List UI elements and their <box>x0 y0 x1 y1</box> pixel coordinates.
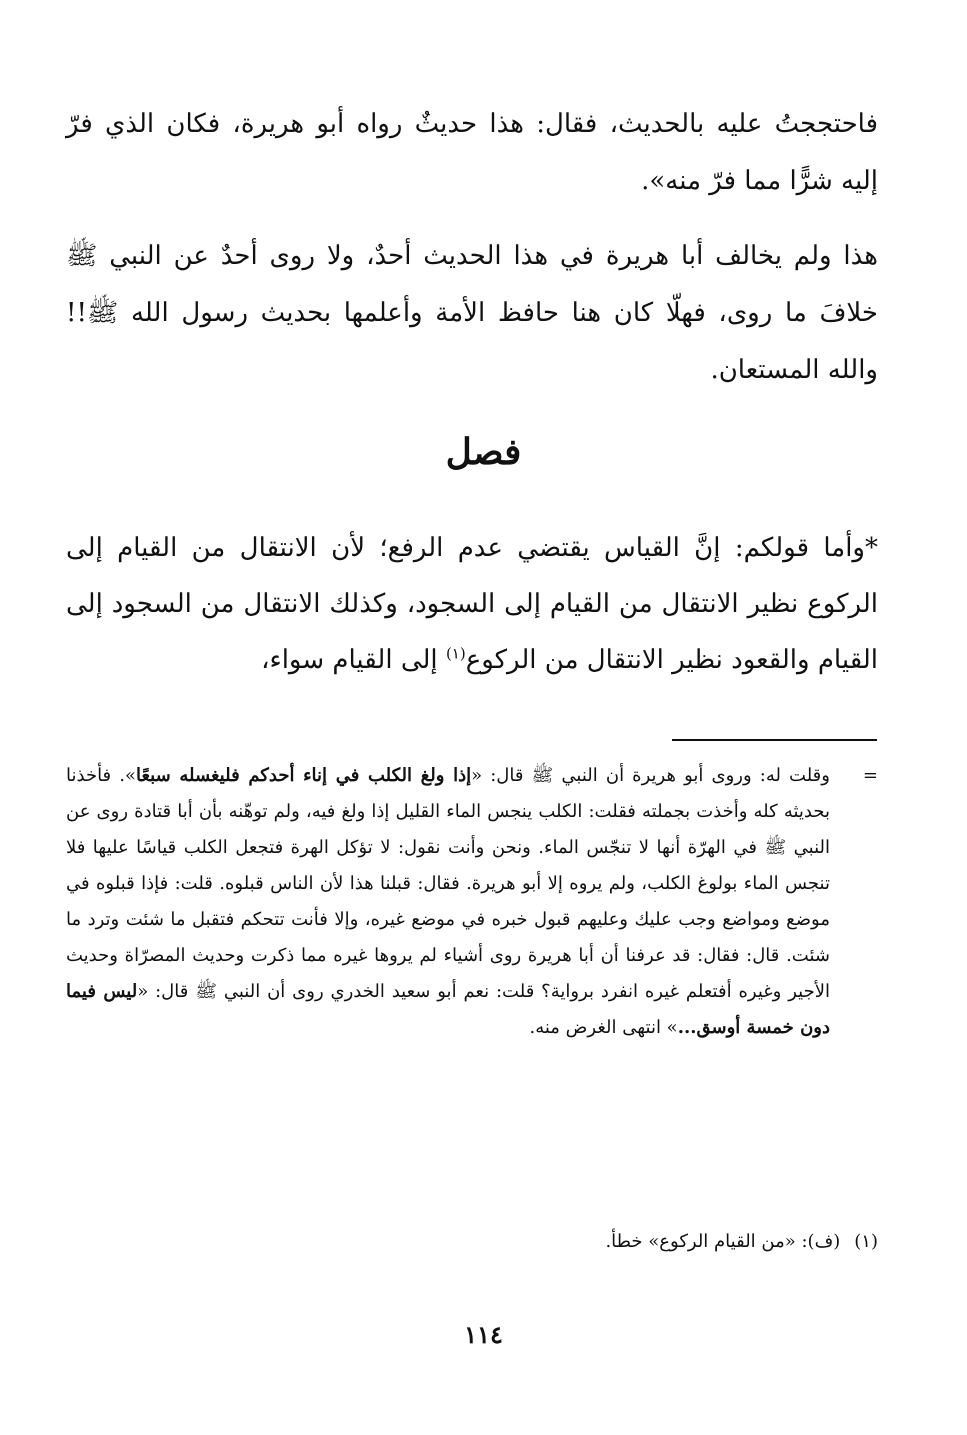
footnote-ref-1[interactable]: (١) <box>445 644 466 663</box>
page-number: ١١٤ <box>464 1320 503 1349</box>
paragraph-3 <box>66 520 878 688</box>
footnote-separator <box>672 739 877 741</box>
footnote-text-part-3: » انتهى الغرض منه. <box>529 1017 678 1038</box>
paragraph-3-text-start: *وأما قولكم: إنَّ القياس يقتضي عدم الرفع؛ لأن الانتقال من القيام إلى الركوع نظير الانتقال من القيام إلى السجود، وكذلك الانتقال من السجود إلى القيام والقعود نظير الانتقال من الركوع <box>66 533 878 675</box>
footnote-continuation-body <box>66 758 830 1046</box>
continuation-marker: = <box>862 765 878 786</box>
section-title: فصل <box>445 431 522 473</box>
footnote-continuation <box>66 758 878 1046</box>
paragraph-1: فاحتججتُ عليه بالحديث، فقال: هذا حديثٌ رواه أبو هريرة، فكان الذي فرّ إليه شرًّا مما فرّ منه». <box>66 109 878 196</box>
footnote-1-number: (١) <box>854 1231 878 1252</box>
paragraph-2: هذا ولم يخالف أبا هريرة في هذا الحديث أحدٌ، ولا روى أحدٌ عن النبي ﷺ خلافَ ما روى، فهلّا كان هنا حافظ الأمة وأعلمها بحديث رسول الله ﷺ!! والله المستعان. <box>66 241 878 385</box>
hadith-quote-2: ليس فيما دون خمسة أوسق... <box>66 981 830 1038</box>
paragraph-3-text-end: إلى القيام سواء، <box>261 645 446 675</box>
footnote-text-part-2: ». فأخذنا بحديثه كله وأخذت بجملته فقلت: الكلب ينجس الماء القليل إذا ولغ فيه، ولم توهّنه بأن أبا قتادة روى عن النبي ﷺ في الهرّة أنها لا تنجّس الماء. ونحن وأنت نقول: لا تؤكل الهرة فتجعل الكلب قياسًا عليها فلا تنجس الماء بولوغ الكلب، ولم يروه إلا أبو هريرة. فقال: قبلنا هذا لأن الناس قبلوه. قلت: فإذا قبلوه في موضع ومواضع وجب عليك وعليهم قبول خبره في موضع غيره، وإلا فأنت تتحكم فتقبل ما شئت وترد ما شئت. قال: فقال: قد عرفنا أن أبا هريرة روى أشياء لم يروها غيره مما ذكرت وحديث المصرّاة وحديث الأجير وغيره أفتعلم غيره انفرد برواية؟ قلت: نعم أبو سعيد الخدري روى أن النبي ﷺ قال: « <box>66 765 830 1002</box>
footnote-1 <box>66 1224 878 1260</box>
hadith-quote-1: إذا ولغ الكلب في إناء أحدكم فليغسله سبعًا <box>136 765 472 786</box>
footnote-text-part-1: وقلت له: وروى أبو هريرة أن النبي ﷺ قال: « <box>471 765 830 786</box>
footnote-1-text: (ف): «من القيام الركوع» خطأ. <box>605 1231 841 1252</box>
